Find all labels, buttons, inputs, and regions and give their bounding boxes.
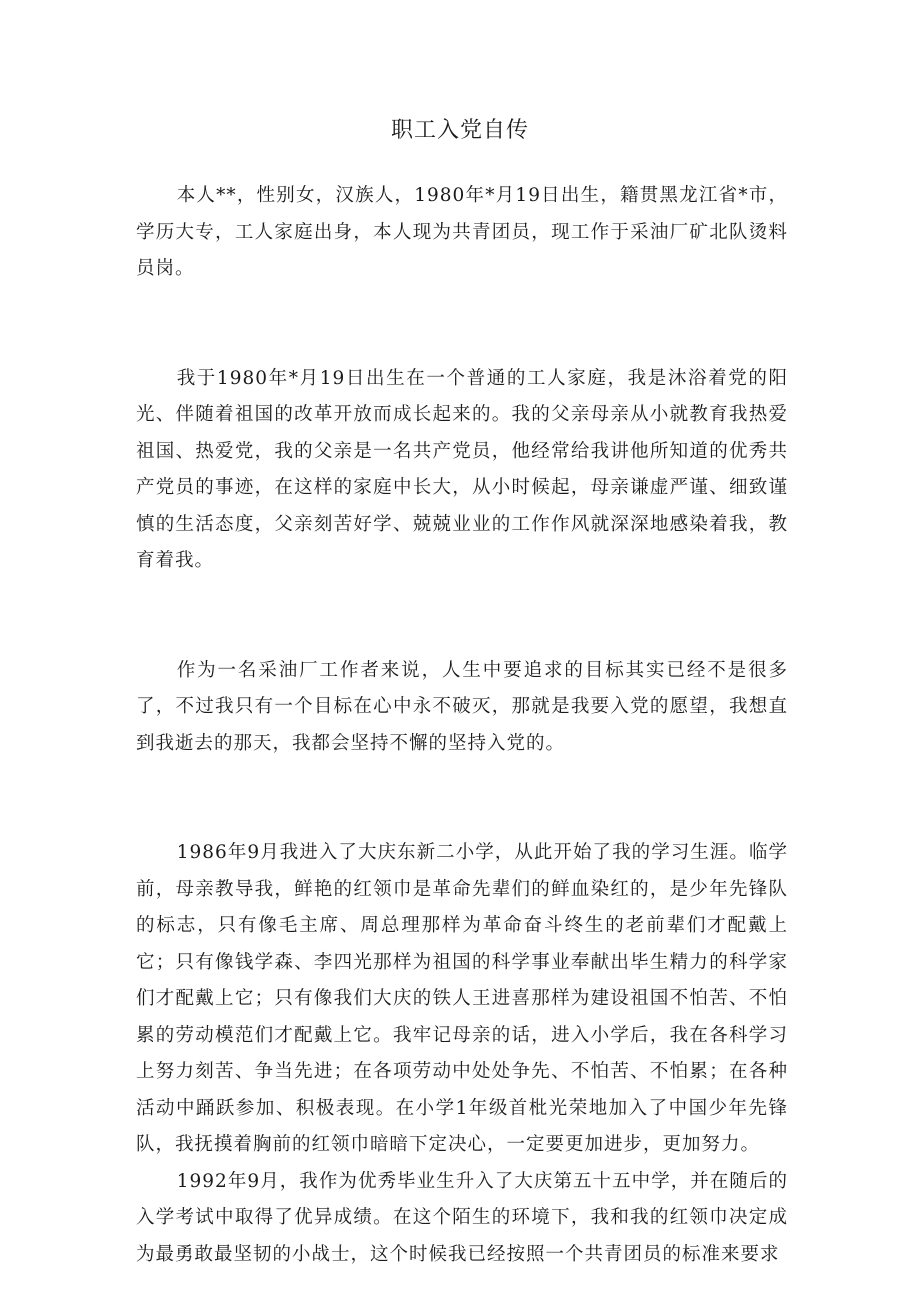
paragraph-primary-school: 1986年9月我进入了大庆东新二小学，从此开始了我的学习生涯。临学前，母亲教导我，鲜艳的红领巾是革命先辈们的鲜血染红的，是少年先锋队的标志，只有像毛主席、周总理那样为革命奋斗终生的老前辈们才配戴上它；只有像钱学森、李四光那样为祖国的科学事业奉献出毕生精力的科学家们才配戴上它；只有像我们大庆的铁人王进喜那样为建设祖国不怕苦、不怕累的劳动模范们才配戴上它。我牢记母亲的话，进入小学后，我在各科学习上努力刻苦、争当先进；在各项劳动中处处争先、不怕苦、不怕累；在各种活动中踊跃参加、积极表现。在小学1年级首枇光荣地加入了中国少年先锋队，我抚摸着胸前的红领巾暗暗下定决心，一定要更加进步，更加努力。 [136,842,788,1155]
paragraph-family-background: 我于1980年*月19日出生在一个普通的工人家庭，我是沐浴着党的阳光、伴随着祖国的改革开放而成长起来的。我的父亲母亲从小就教育我热爱祖国、热爱党，我的父亲是一名共产党员，他经常给我讲他所知道的优秀共产党员的事迹，在这样的家庭中长大，从小时候起，母亲谦虚严谨、细致谨慎的生活态度，父亲刻苦好学、兢兢业业的工作作风就深深地感染着我，教育着我。 [136,367,788,571]
paragraph-gap [136,580,788,653]
paragraph-personal-info: 本人**，性别女，汉族人，1980年*月19日出生，籍贯黑龙江省*市，学历大专，工人家庭出身，本人现为共青团员，现工作于采油厂矿北队烫料员岗。 [136,185,788,279]
paragraph-gap [136,762,788,835]
document-title: 职工入党自传 [390,118,529,143]
document-body [136,178,788,1273]
paragraph-goal: 作为一名采油厂工作者来说，人生中要追求的目标其实已经不是很多了，不过我只有一个目标在心中永不破灭，那就是我要入党的愿望，我想直到我逝去的那天，我都会坚持不懈的坚持入党的。 [136,659,788,754]
paragraph-middle-school: 1992年9月，我作为优秀毕业生升入了大庆第五十五中学，并在随后的入学考试中取得了优异成绩。在这个陌生的环境下，我和我的红领巾决定成为最勇敢最坚韧的小战士，这个时候我已经按照一个共青团员的标准来要求 [136,1170,788,1265]
paragraph-gap [136,288,788,361]
